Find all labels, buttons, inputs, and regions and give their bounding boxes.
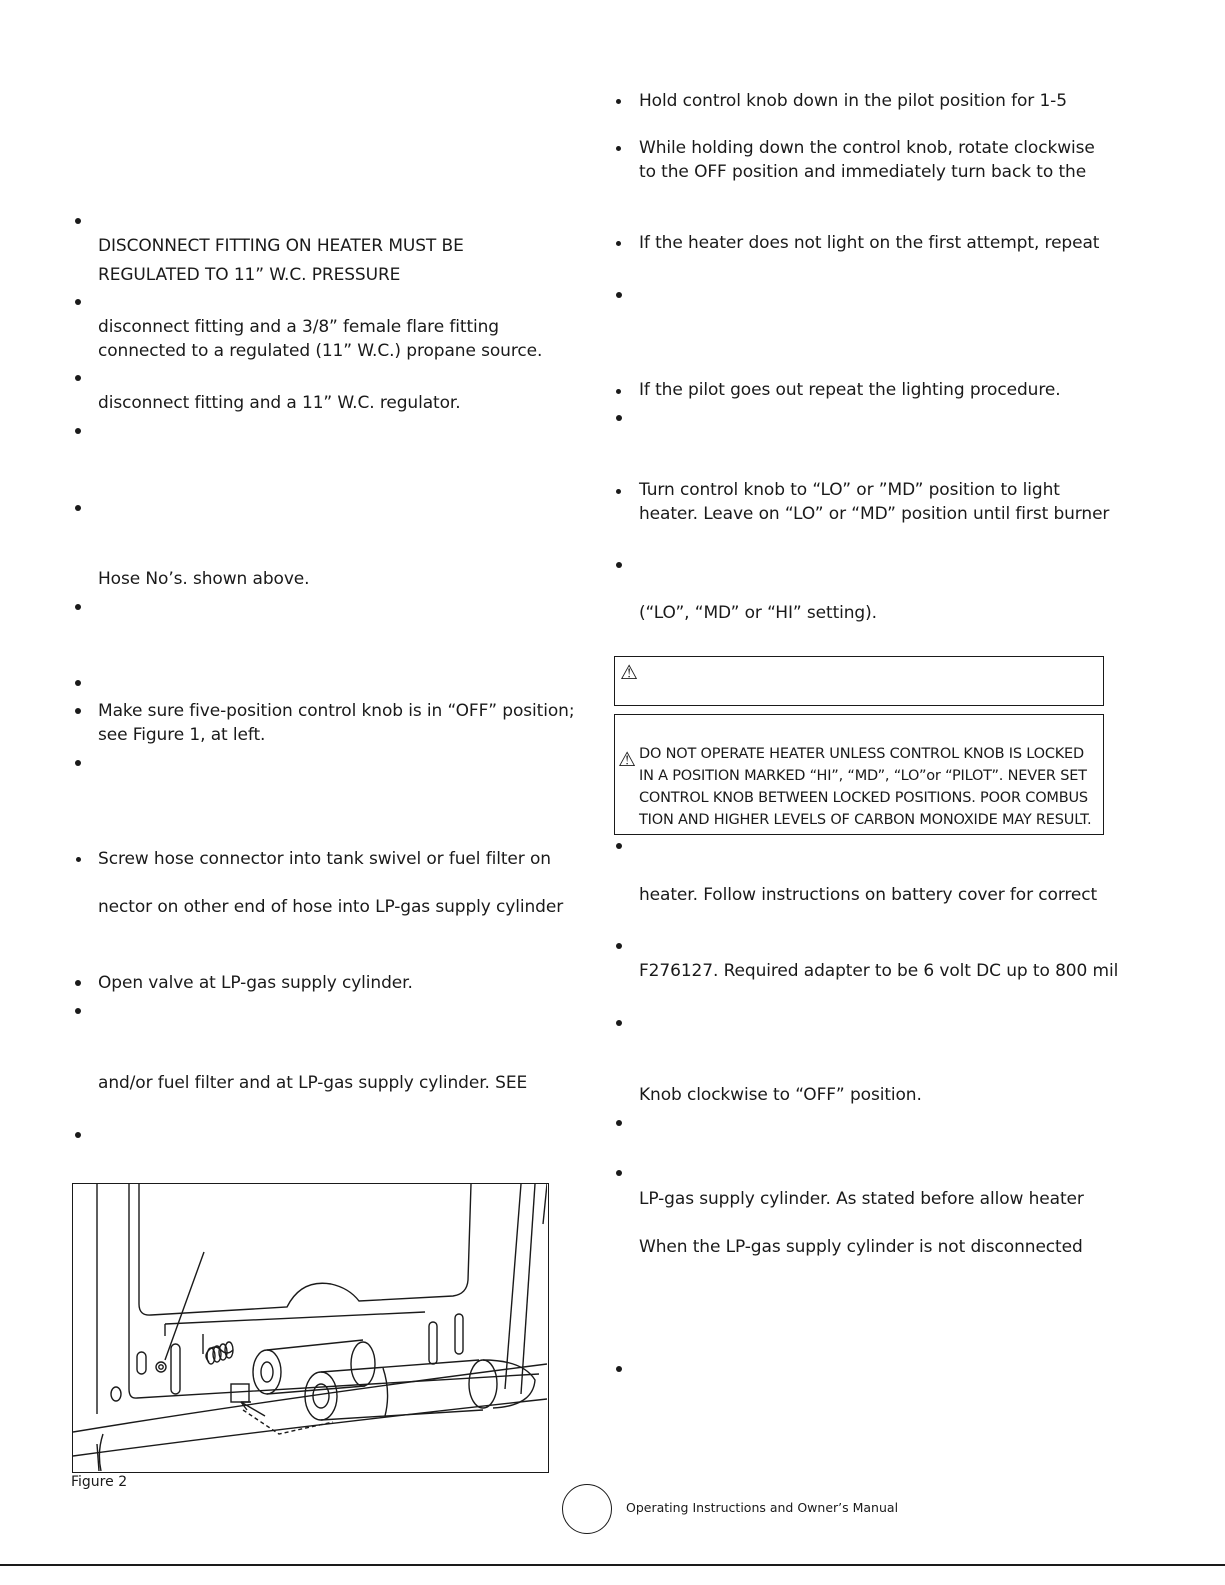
text-line: When the LP-gas supply cylinder is not disconnected [639, 1237, 1083, 1257]
text-line: REGULATED TO 11” W.C. PRESSURE [98, 265, 401, 285]
bullet [616, 1120, 622, 1126]
figure-battery-compartment [72, 1183, 549, 1473]
warning-icon: ⚠ [618, 747, 636, 771]
bullet [616, 292, 622, 298]
bottom-rule [0, 1564, 1225, 1566]
text-line: LP-gas supply cylinder. As stated before allow heater [639, 1189, 1084, 1209]
bullet [616, 146, 621, 151]
warning-icon: ⚠ [620, 660, 638, 684]
text-line: nector on other end of hose into LP-gas supply cylinder [98, 897, 564, 917]
text-line: connected to a regulated (11” W.C.) propane source. [98, 341, 543, 361]
text-line: Knob clockwise to “OFF” position. [639, 1085, 922, 1105]
bullet [75, 1132, 81, 1138]
bullet [75, 680, 81, 686]
bullet [616, 843, 622, 849]
bullet [75, 708, 81, 714]
text-line: If the heater does not light on the first attempt, repeat [639, 233, 1100, 253]
text-line: Hose No’s. shown above. [98, 569, 310, 589]
text-line: and/or fuel filter and at LP-gas supply cylinder. SEE [98, 1073, 528, 1093]
bullet [616, 943, 622, 949]
text-line: Screw hose connector into tank swivel or fuel filter on [98, 849, 551, 869]
page-number-circle [562, 1484, 612, 1534]
bullet [616, 489, 621, 494]
warning-box [614, 714, 1104, 835]
text-line: Hold control knob down in the pilot position for 1-5 [639, 91, 1067, 111]
footer-text: Operating Instructions and Owner’s Manual [626, 1500, 899, 1515]
text-line: While holding down the control knob, rotate clockwise [639, 138, 1095, 158]
warning-text-line: TION AND HIGHER LEVELS OF CARBON MONOXIDE MAY RESULT. [639, 812, 1092, 828]
warning-text-line: IN A POSITION MARKED “HI”, “MD”, “LO”or “PILOT”. NEVER SET [639, 768, 1087, 784]
bullet [616, 389, 621, 394]
bullet [75, 760, 81, 766]
text-line: disconnect fitting and a 11” W.C. regulator. [98, 393, 461, 413]
bullet [616, 1366, 622, 1372]
bullet [75, 1008, 81, 1014]
bullet [616, 241, 621, 246]
battery-compartment-illustration [73, 1184, 547, 1471]
warning-text-line: CONTROL KNOB BETWEEN LOCKED POSITIONS. POOR COMBUS [639, 790, 1088, 806]
bullet [616, 99, 621, 104]
bullet [616, 1170, 622, 1176]
bullet [75, 505, 81, 511]
text-line: If the pilot goes out repeat the lighting procedure. [639, 380, 1061, 400]
bullet [75, 980, 81, 986]
bullet [75, 604, 81, 610]
text-line: disconnect fitting and a 3/8” female flare fitting [98, 317, 499, 337]
text-line: F276127. Required adapter to be 6 volt DC up to 800 mil [639, 961, 1119, 981]
bullet [75, 299, 81, 305]
text-line: to the OFF position and immediately turn back to the [639, 162, 1087, 182]
caution-box [614, 656, 1104, 706]
bullet [75, 428, 81, 434]
bullet [75, 375, 81, 381]
text-line: see Figure 1, at left. [98, 725, 266, 745]
text-line: Open valve at LP-gas supply cylinder. [98, 973, 413, 993]
text-line: Make sure five-position control knob is in “OFF” position; [98, 701, 575, 721]
bullet [616, 562, 622, 568]
figure-caption: Figure 2 [71, 1474, 128, 1490]
text-line: Turn control knob to “LO” or ”MD” position to light [639, 480, 1060, 500]
bullet [616, 415, 622, 421]
bullet [616, 1020, 622, 1026]
bullet [75, 218, 81, 224]
warning-text-line: DO NOT OPERATE HEATER UNLESS CONTROL KNOB IS LOCKED [639, 746, 1084, 762]
text-line: DISCONNECT FITTING ON HEATER MUST BE [98, 236, 464, 256]
text-line: heater. Leave on “LO” or “MD” position until first burner [639, 504, 1110, 524]
bullet [76, 857, 81, 862]
text-line: heater. Follow instructions on battery cover for correct [639, 885, 1098, 905]
text-line: (“LO”, “MD” or “HI” setting). [639, 603, 877, 623]
